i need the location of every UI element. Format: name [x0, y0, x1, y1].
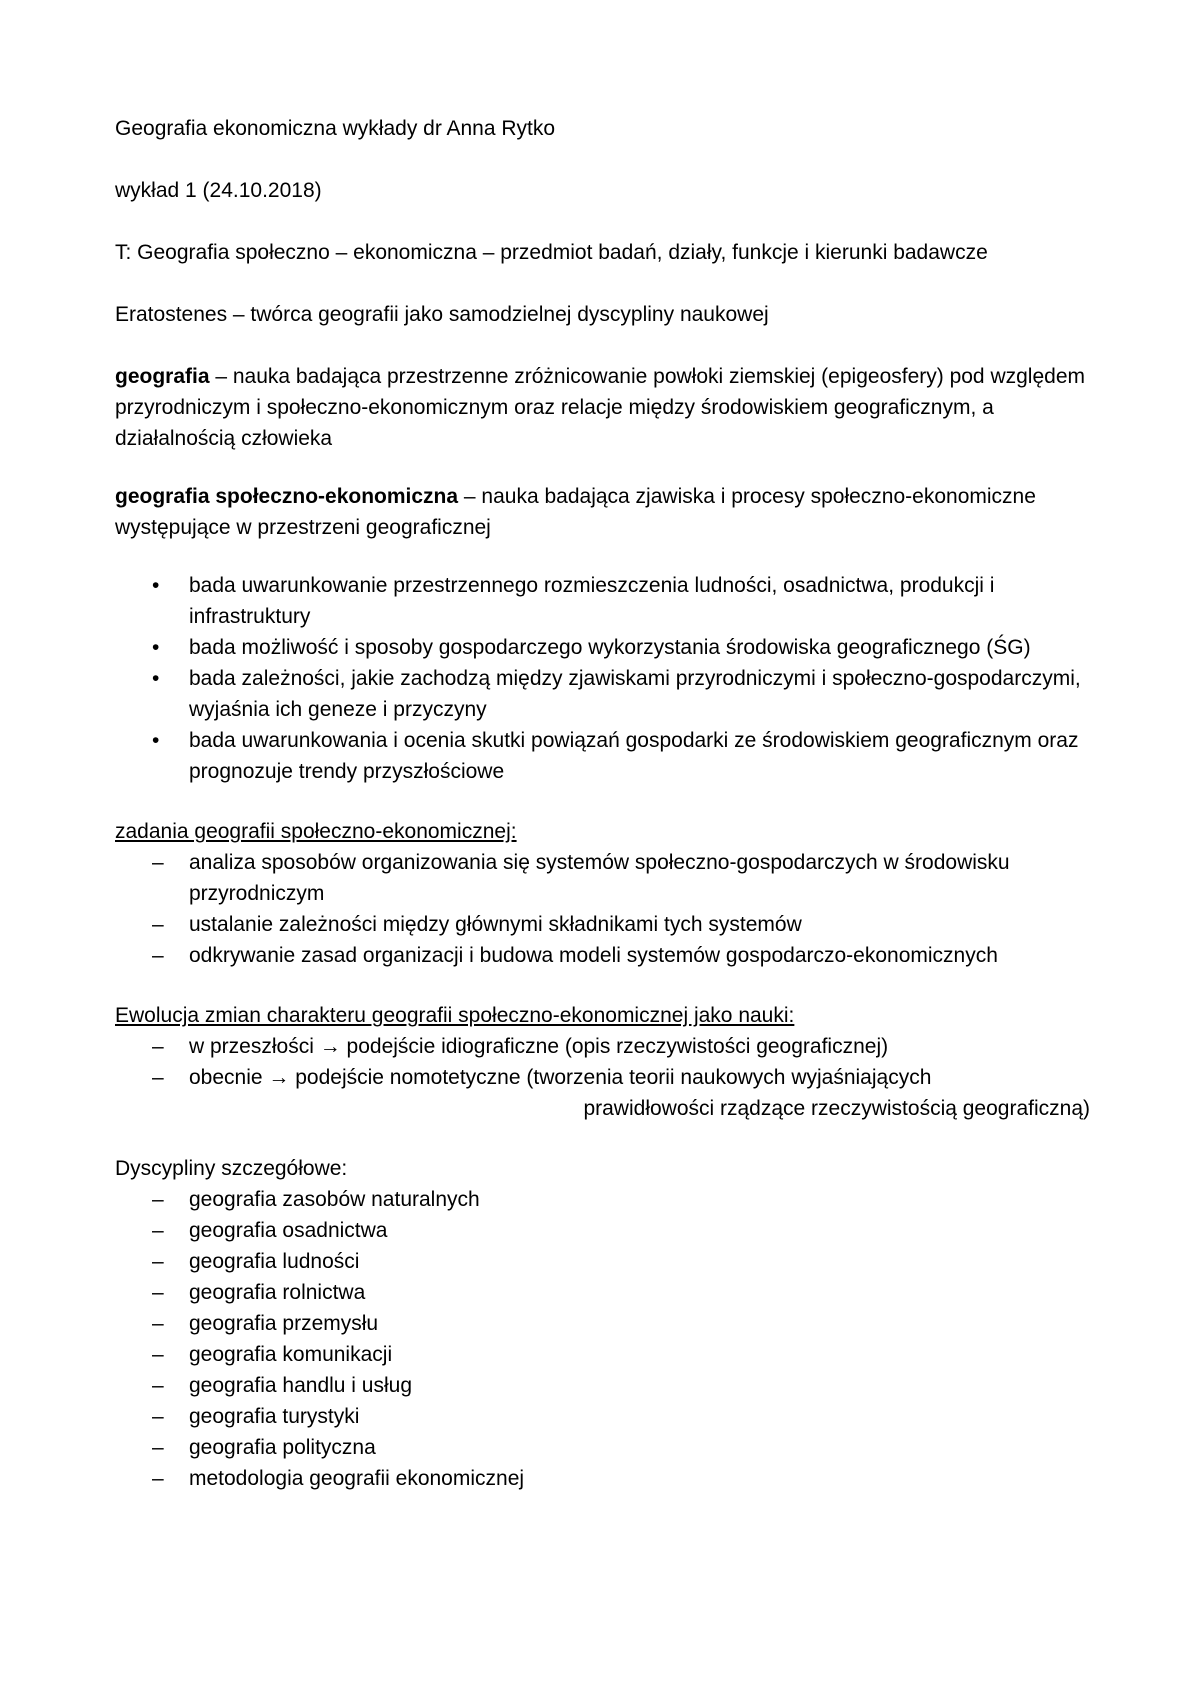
evolution-list: [115, 1031, 1090, 1124]
lecture-date: wykład 1 (24.10.2018): [115, 179, 322, 202]
list-item: [115, 1062, 1090, 1124]
list-item-text: geografia ludności: [189, 1250, 360, 1273]
dash-icon: –: [152, 851, 164, 874]
list-item-text: geografia rolnictwa: [189, 1281, 366, 1304]
list-item: [115, 663, 1090, 725]
dash-icon: –: [152, 1281, 164, 1304]
list-item: [115, 1031, 1090, 1062]
list-item: [115, 1277, 1090, 1308]
dash-icon: –: [152, 1188, 164, 1211]
eratostenes-note: Eratostenes – twórca geografii jako samodzielnej dyscypliny naukowej: [115, 303, 769, 326]
list-item-text: ustalanie zależności między głównymi składnikami tych systemów: [189, 913, 802, 936]
list-item-text: geografia handlu i usług: [189, 1374, 413, 1397]
dash-icon: –: [152, 1343, 164, 1366]
definition-geografia: [115, 361, 1090, 454]
list-item-text: w przeszłości → podejście idiograficzne (opis rzeczywistości geograficznej): [189, 1035, 889, 1058]
bullet-icon: •: [152, 667, 160, 690]
list-item-text: analiza sposobów organizowania się systemów społeczno-gospodarczych w środowisku przyrodniczym: [189, 851, 1010, 905]
list-item-text: geografia komunikacji: [189, 1343, 393, 1366]
list-item-text: odkrywanie zasad organizacji i budowa modeli systemów gospodarczo-ekonomicznych: [189, 944, 998, 967]
definition-geografia-spoleczno: [115, 481, 1090, 543]
dash-icon: –: [152, 1436, 164, 1459]
tasks-heading: zadania geografii społeczno-ekonomicznej:: [115, 820, 517, 843]
research-bullet-list: [115, 570, 1090, 787]
disciplines-section: [115, 1153, 1090, 1494]
dash-icon: –: [152, 1405, 164, 1428]
list-item: [115, 1370, 1090, 1401]
definition-term: geografia społeczno-ekonomiczna: [115, 485, 459, 508]
dash-icon: –: [152, 1035, 164, 1058]
list-item: [115, 632, 1090, 663]
list-item: [115, 1246, 1090, 1277]
list-item-text: geografia zasobów naturalnych: [189, 1188, 480, 1211]
dash-icon: –: [152, 944, 164, 967]
list-item: [115, 1432, 1090, 1463]
list-item: [115, 1463, 1090, 1494]
list-item-text: geografia turystyki: [189, 1405, 360, 1428]
dash-icon: –: [152, 1219, 164, 1242]
list-item: [115, 1308, 1090, 1339]
definition-text: – nauka badająca przestrzenne zróżnicowanie powłoki ziemskiej (epigeosfery) pod względem przyrodniczym i społeczno-ekonomicznym oraz relacje między środowiskiem geograficznym, a działalnością człowieka: [115, 365, 1085, 450]
document-page: [115, 113, 1090, 1494]
evolution-section: [115, 1000, 1090, 1124]
list-item-text: obecnie → podejście nomotetyczne (tworzenia teorii naukowych wyjaśniających: [189, 1066, 932, 1089]
tasks-section: [115, 816, 1090, 971]
list-item: [115, 725, 1090, 787]
dash-icon: –: [152, 1066, 164, 1089]
list-item: [115, 1339, 1090, 1370]
dash-icon: –: [152, 913, 164, 936]
list-item: [115, 1401, 1090, 1432]
list-item-text: geografia polityczna: [189, 1436, 376, 1459]
list-item: [115, 1215, 1090, 1246]
dash-icon: –: [152, 1467, 164, 1490]
list-item-text: metodologia geografii ekonomicznej: [189, 1467, 525, 1490]
tasks-list: [115, 847, 1090, 971]
list-item-text-continuation: prawidłowości rządzące rzeczywistością geograficzną): [583, 1097, 1090, 1120]
disciplines-list: [115, 1184, 1090, 1494]
dash-icon: –: [152, 1312, 164, 1335]
bullet-icon: •: [152, 574, 160, 597]
list-item-text: bada zależności, jakie zachodzą między zjawiskami przyrodniczymi i społeczno-gospodarczymi, wyjaśnia ich geneze i przyczyny: [189, 667, 1081, 721]
list-item-text: geografia przemysłu: [189, 1312, 379, 1335]
definition-text: – nauka badająca zjawiska i procesy społeczno-ekonomiczne występujące w przestrzeni geograficznej: [115, 485, 1036, 539]
bullet-icon: •: [152, 636, 160, 659]
bullet-icon: •: [152, 729, 160, 752]
dash-icon: –: [152, 1374, 164, 1397]
evolution-heading: Ewolucja zmian charakteru geografii społeczno-ekonomicznej jako nauki:: [115, 1004, 795, 1027]
lecture-topic: T: Geografia społeczno – ekonomiczna – przedmiot badań, działy, funkcje i kierunki badawcze: [115, 241, 988, 264]
list-item-text: bada uwarunkowanie przestrzennego rozmieszczenia ludności, osadnictwa, produkcji i infrastruktury: [189, 574, 995, 628]
list-item-text: bada możliwość i sposoby gospodarczego wykorzystania środowiska geograficznego (ŚG): [189, 636, 1031, 659]
dash-icon: –: [152, 1250, 164, 1273]
list-item: [115, 847, 1090, 909]
document-title: Geografia ekonomiczna wykłady dr Anna Rytko: [115, 117, 556, 140]
definition-term: geografia: [115, 365, 210, 388]
list-item: [115, 940, 1090, 971]
list-item-text: geografia osadnictwa: [189, 1219, 388, 1242]
disciplines-heading: Dyscypliny szczegółowe:: [115, 1157, 348, 1180]
list-item-text: bada uwarunkowania i ocenia skutki powiązań gospodarki ze środowiskiem geograficznym oraz prognozuje trendy przyszłościowe: [189, 729, 1079, 783]
list-item: [115, 1184, 1090, 1215]
list-item: [115, 570, 1090, 632]
list-item: [115, 909, 1090, 940]
